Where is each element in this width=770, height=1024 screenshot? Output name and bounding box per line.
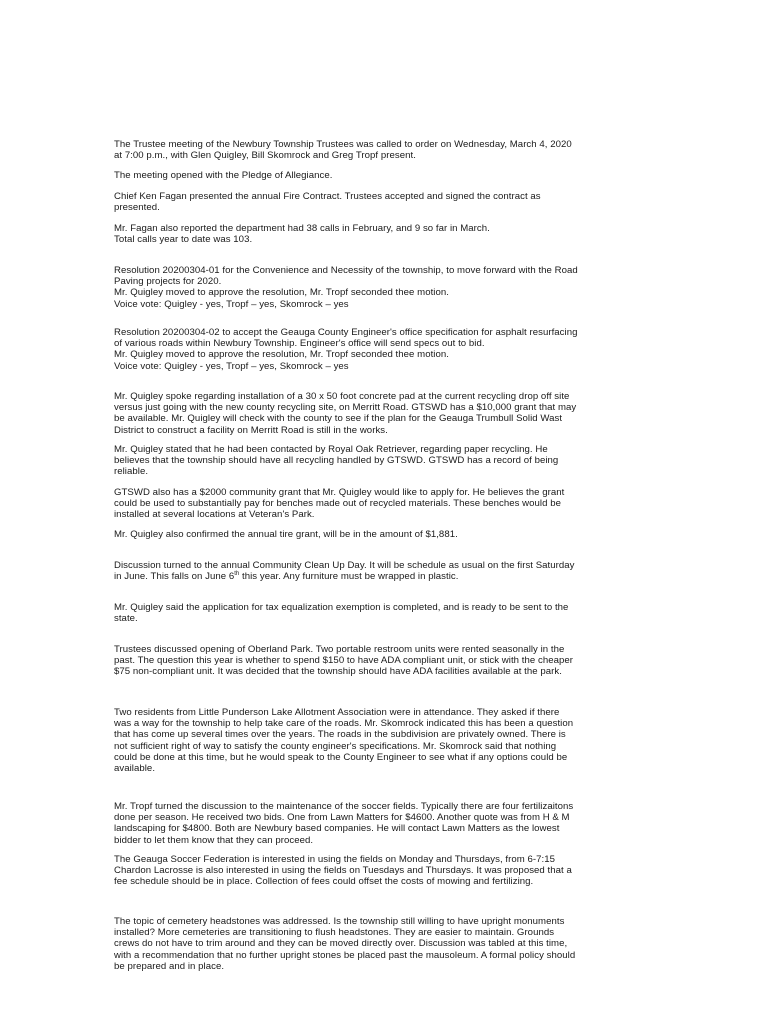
- clean-up-superscript: th: [234, 571, 240, 578]
- paragraph-call-to-order: The Trustee meeting of the Newbury Township Trustees was called to order on Wednesday, March 4, 2020 at 7:00 p.m., with Glen Quigley, Bill Skomrock and Greg Tropf present.: [114, 139, 572, 162]
- paragraph-recycling-pad: Mr. Quigley spoke regarding installation of a 30 x 50 foot concrete pad at the current recycling drop off site versus just going with the new county recycling site, on Merritt Road. GTSWD has a $10,000 grant that may be available. Mr. Quigley will check with the county to see if the plan for the Geauga Trumbull Solid Wast District to construct a facility on Merritt Road is still in the works.: [114, 391, 577, 436]
- paragraph-paper-recycling: Mr. Quigley stated that he had been contacted by Royal Oak Retriever, regarding paper recycling. He believes that the township should have all recycling handled by GTSWD. GTSWD has a record of being reliable.: [114, 444, 559, 478]
- paragraph-fire-calls: Mr. Fagan also reported the department had 38 calls in February, and 9 so far in March. Total calls year to date was 103.: [114, 223, 490, 246]
- paragraph-fire-contract: Chief Ken Fagan presented the annual Fire Contract. Trustees accepted and signed the contract as presented.: [114, 191, 541, 214]
- clean-up-text-after: this year. Any furniture must be wrapped in plastic.: [239, 571, 459, 583]
- paragraph-resolution-02: Resolution 20200304-02 to accept the Geauga County Engineer's office specification for asphalt resurfacing of various roads within Newbury Township. Engineer's office will send specs out to bid. Mr. Quigley moved to approve the resolution, Mr. Tropf seconded thee motion. Voice vote: Quigley - yes, Tropf – yes, Skomrock – yes: [114, 327, 578, 372]
- paragraph-clean-up-day: [114, 560, 662, 582]
- paragraph-oberland-park: Trustees discussed opening of Oberland Park. Two portable restroom units were rented seasonally in the past. The question this year is whether to spend $150 to have ADA compliant unit, or stick with the cheaper $75 non-compliant unit. It was decided that the township should have ADA facilities available at the park.: [114, 644, 574, 678]
- paragraph-punderson-lake: Two residents from Little Punderson Lake Allotment Association were in attendance. They asked if there was a way for the township to help take care of the roads. Mr. Skomrock indicated this has been a question that has come up several times over the years. The roads in the subdivision are privately owned. There is not sufficient right of way to satisfy the county engineer's specifications. Mr. Skomrock said that nothing could be done at this time, but he would speak to the County Engineer to see what if any options could be available.: [114, 707, 574, 775]
- paragraph-tax-exemption: Mr. Quigley said the application for tax equalization exemption is completed, and is ready to be sent to the state.: [114, 602, 569, 625]
- paragraph-pledge: The meeting opened with the Pledge of Allegiance.: [114, 170, 333, 181]
- paragraph-tire-grant: Mr. Quigley also confirmed the annual tire grant, will be in the amount of $1,881.: [114, 529, 458, 540]
- paragraph-cemetery: The topic of cemetery headstones was addressed. Is the township still willing to have upright monuments installed? More cemeteries are transitioning to flush headstones. They are easier to maintain. Grounds crews do not have to trim around and they can be moved directly over. Discussion was tabled at this time, with a recommendation that no further upright stones be placed past the mausoleum. A formal policy should be prepared and in place.: [114, 916, 576, 972]
- paragraph-resolution-01: Resolution 20200304-01 for the Convenience and Necessity of the township, to move forward with the Road Paving projects for 2020. Mr. Quigley moved to approve the resolution, Mr. Tropf seconded thee motion. Voice vote: Quigley - yes, Tropf – yes, Skomrock – yes: [114, 265, 578, 310]
- paragraph-soccer-federation: The Geauga Soccer Federation is interested in using the fields on Monday and Thursdays, from 6-7:15 Chardon Lacrosse is also interested in using the fields on Tuesdays and Thursdays. It was proposed that a fee schedule should be in place. Collection of fees could offset the costs of mowing and fertilizing.: [114, 854, 572, 888]
- paragraph-community-grant: GTSWD also has a $2000 community grant that Mr. Quigley would like to apply for. He believes the grant could be used to substantially pay for benches made out of recycled materials. These benches would be installed at several locations at Veteran's Park.: [114, 487, 565, 521]
- clean-up-text-before: Discussion turned to the annual Community Clean Up Day. It will be schedule as usual on the first Saturday in June. This falls on June 6: [114, 560, 575, 583]
- paragraph-soccer-fields: Mr. Tropf turned the discussion to the maintenance of the soccer fields. Typically there are four fertilizaitons done per season. He received two bids. One from Lawn Matters for $4600. Another quote was from H & M landscaping for $4800. Both are Newbury based companies. He will contact Lawn Matters as the lowest bidder to let them know that they can proceed.: [114, 801, 574, 846]
